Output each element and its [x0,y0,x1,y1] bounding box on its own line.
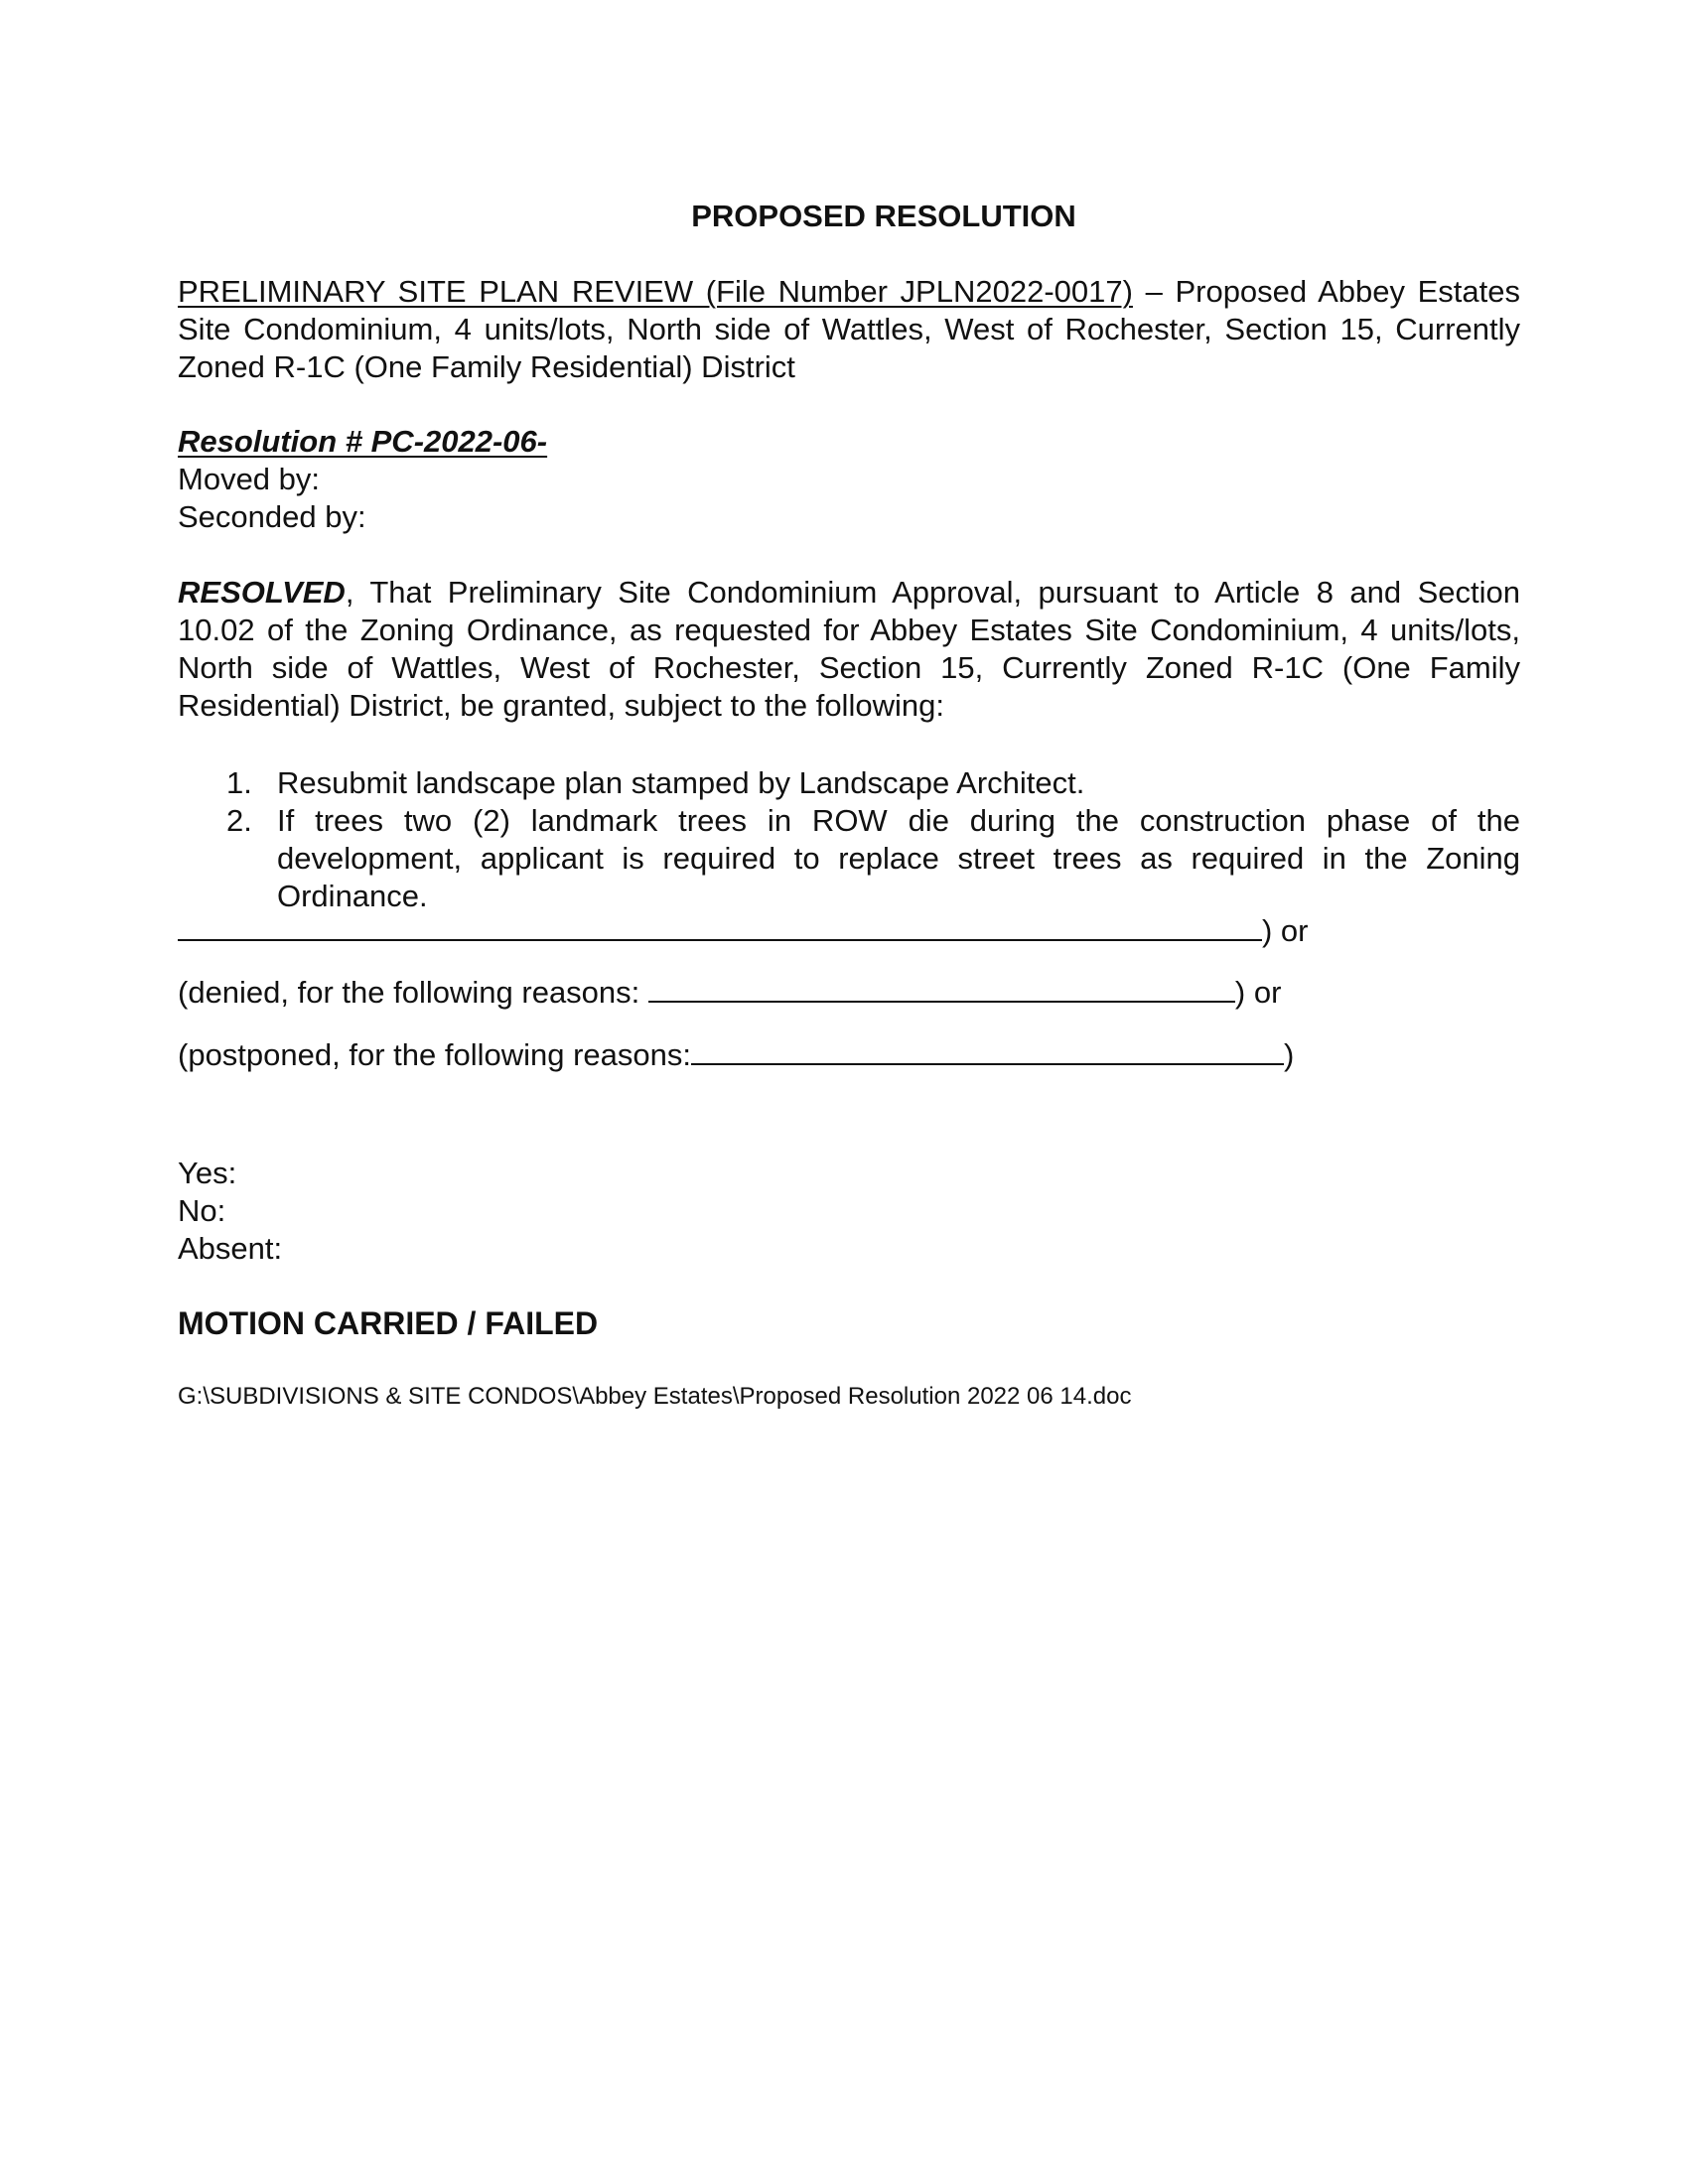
resolution-number: Resolution # PC-2022-06- [178,424,548,459]
resolved-keyword: RESOLVED [178,575,346,610]
approval-blank-line [178,911,1309,950]
document-title-text: PROPOSED RESOLUTION [691,199,1076,233]
condition-item [178,764,1520,802]
denied-line [178,973,1281,1012]
postponed-label: (postponed, for the following reasons: [178,1037,691,1072]
vote-tally [178,1155,1520,1268]
vote-no-label: No: [178,1193,226,1228]
condition-text: Resubmit landscape plan stamped by Landscape Architect. [277,765,1085,800]
vote-yes-label: Yes: [178,1156,237,1190]
moved-by-label: Moved by: [178,462,321,496]
resolved-paragraph [178,574,1520,725]
agenda-caption-description: – Proposed Abbey Estates Site Condominium, 4 units/lots, North side of Wattles, West of Rochester, Section 15, Currently Zoned R-1C (One Family Residential) District [178,274,1520,384]
postponed-line [178,1035,1294,1074]
condition-number: 2. [226,803,252,838]
postponed-suffix: ) [1283,1037,1295,1072]
resolved-text: , That Preliminary Site Condominium Approval, pursuant to Article 8 and Section 10.02 of the Zoning Ordinance, as requested for Abbey Estates Site Condominium, 4 units/lots, North side of Wattles, West of Rochester, Section 15, Currently Zoned R-1C (One Family Residential) District, be granted, subject to the following: [178,575,1520,723]
approval-blank-suffix: ) or [1262,913,1309,948]
condition-number: 1. [226,765,252,800]
conditions-list [178,764,1520,915]
agenda-caption [178,273,1520,386]
denied-label: (denied, for the following reasons: [178,975,648,1010]
denied-suffix: ) or [1234,975,1282,1010]
resolution-header [178,423,1520,536]
postponed-blank-rule [691,1035,1284,1065]
condition-text: If trees two (2) landmark trees in ROW die during the construction phase of the development, applicant is required to replace street trees as required in the Zoning Ordinance. [277,803,1520,913]
vote-absent-label: Absent: [178,1231,283,1266]
agenda-caption-heading: PRELIMINARY SITE PLAN REVIEW (File Number JPLN2022-0017) [178,274,1133,309]
denied-blank-rule [648,973,1235,1003]
condition-item [178,802,1520,915]
file-path-footer: G:\SUBDIVISIONS & SITE CONDOS\Abbey Estates\Proposed Resolution 2022 06 14.doc [178,1383,1132,1410]
document-title [0,197,1688,236]
approval-blank-rule [178,911,1262,941]
motion-status: MOTION CARRIED / FAILED [178,1305,599,1341]
seconded-by-label: Seconded by: [178,499,366,534]
